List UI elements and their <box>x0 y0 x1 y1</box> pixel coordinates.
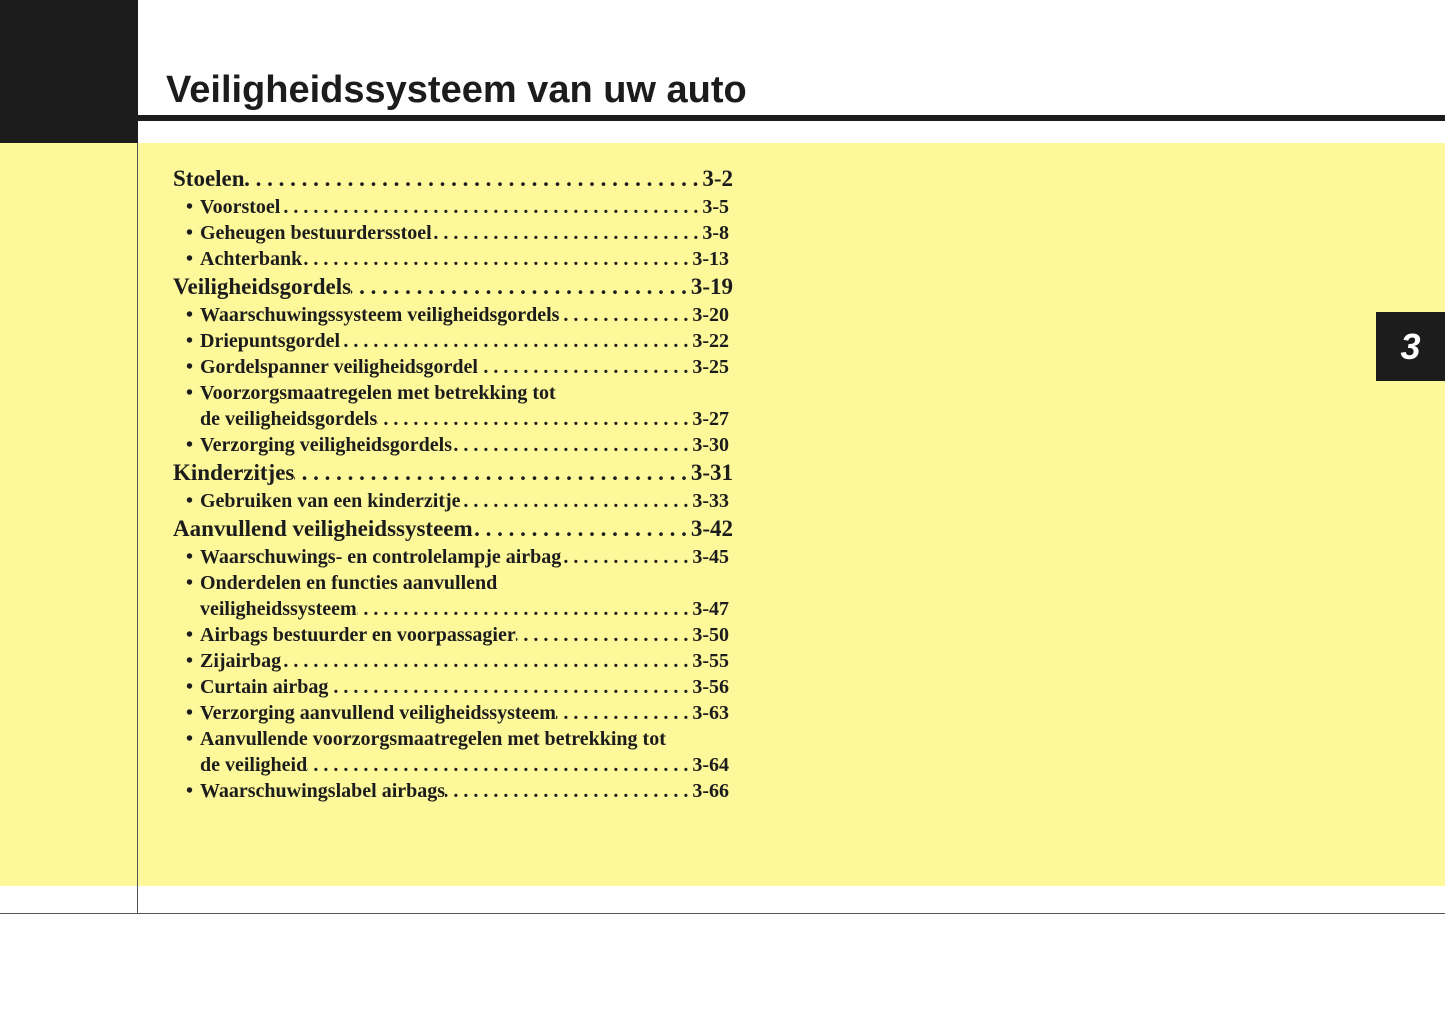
bullet-icon: • <box>186 624 194 646</box>
toc-entry-label: Waarschuwingslabel airbags <box>200 780 446 802</box>
dot-leader <box>561 546 688 569</box>
toc-section-entry[interactable] <box>173 460 733 490</box>
toc-entry-label: Aanvullend veiligheidssysteem <box>173 516 473 541</box>
toc-entry-label: Veiligheidsgordels <box>173 274 352 299</box>
toc-entry-label: Airbags bestuurder en voorpassagier <box>200 624 516 646</box>
bullet-icon: • <box>186 676 194 698</box>
bullet-icon: • <box>186 304 194 326</box>
bullet-icon: • <box>186 248 194 270</box>
dot-leader <box>432 222 699 245</box>
toc-entry[interactable] <box>186 304 729 330</box>
bottom-rule <box>0 913 1445 914</box>
toc-entry[interactable] <box>186 624 729 650</box>
toc-entry-label: Gordelspanner veiligheidsgordel <box>200 356 478 378</box>
toc-entry[interactable] <box>186 650 729 676</box>
toc-entry-page: 3-22 <box>692 330 729 352</box>
bullet-icon: • <box>186 356 194 378</box>
toc-entry-label: Verzorging aanvullend veiligheidssysteem <box>200 702 556 724</box>
toc-entry[interactable] <box>186 702 729 728</box>
toc-entry-page: 3-20 <box>692 304 729 326</box>
toc-entry-label: Waarschuwingssysteem veiligheidsgordels <box>200 304 560 326</box>
dot-leader <box>307 754 688 777</box>
dot-leader <box>281 650 688 673</box>
dot-leader <box>340 330 688 353</box>
bullet-icon: • <box>186 382 194 404</box>
dot-leader <box>302 248 688 271</box>
toc-entry-page: 3-56 <box>692 676 729 698</box>
bullet-icon: • <box>186 222 194 244</box>
bullet-icon: • <box>186 546 194 568</box>
corner-block <box>0 0 138 143</box>
toc-entry-label: Waarschuwings- en controlelampje airbag <box>200 546 562 568</box>
toc-section-entry[interactable] <box>173 274 733 304</box>
toc-entry-page: 3-8 <box>702 222 729 244</box>
toc-entry-label: Zijairbag <box>200 650 282 672</box>
dot-leader <box>245 166 699 192</box>
toc-entry-label: Driepuntsgordel <box>200 330 340 352</box>
toc-entry-page: 3-63 <box>692 702 729 724</box>
toc-entry[interactable] <box>186 572 746 598</box>
dot-leader <box>357 598 689 621</box>
toc-entry-page: 3-33 <box>692 490 729 512</box>
bullet-icon: • <box>186 330 194 352</box>
bullet-icon: • <box>186 490 194 512</box>
toc-entry-label: Gebruiken van een kinderzitje <box>200 490 461 512</box>
toc-entry-label: de veiligheidsgordels <box>200 408 378 430</box>
toc-entry-label: Aanvullende voorzorgsmaatregelen met betrekking tot <box>200 728 666 750</box>
toc-entry-label: veiligheidssysteem <box>200 598 357 620</box>
toc-entry-page: 3-13 <box>692 248 729 270</box>
toc-entry[interactable] <box>186 382 746 408</box>
toc-entry[interactable] <box>186 490 729 516</box>
toc-entry[interactable] <box>186 196 729 222</box>
toc-entry-page: 3-50 <box>692 624 729 646</box>
dot-leader <box>478 356 688 379</box>
toc-entry[interactable] <box>186 356 729 382</box>
toc-entry-label: Onderdelen en functies aanvullend <box>200 572 498 594</box>
bullet-icon: • <box>186 572 194 594</box>
toc-entry-page: 3-2 <box>702 166 733 191</box>
dot-leader <box>351 274 687 300</box>
toc-entry-page: 3-64 <box>692 754 729 776</box>
toc-entry-page: 3-45 <box>692 546 729 568</box>
toc-section-entry[interactable] <box>173 166 733 196</box>
toc-entry-label: Voorstoel <box>200 196 281 218</box>
dot-leader <box>473 516 687 542</box>
toc-entry[interactable] <box>186 222 729 248</box>
toc-entry-label: Curtain airbag <box>200 676 329 698</box>
toc-entry-page: 3-55 <box>692 650 729 672</box>
toc-entry-page: 3-27 <box>692 408 729 430</box>
bullet-icon: • <box>186 434 194 456</box>
toc-entry[interactable] <box>186 248 729 274</box>
toc-entry-label: Achterbank <box>200 248 303 270</box>
dot-leader <box>377 408 688 431</box>
toc-entry-label: Geheugen bestuurdersstoel <box>200 222 432 244</box>
toc-entry[interactable] <box>200 754 729 780</box>
toc-entry-page: 3-66 <box>692 780 729 802</box>
bullet-icon: • <box>186 650 194 672</box>
toc-entry-label: Stoelen <box>173 166 245 191</box>
toc-entry[interactable] <box>186 330 729 356</box>
dot-leader <box>328 676 688 699</box>
bullet-icon: • <box>186 702 194 724</box>
dot-leader <box>461 490 689 513</box>
toc-entry-label: de veiligheid <box>200 754 308 776</box>
toc-entry-label: Verzorging veiligheidsgordels <box>200 434 453 456</box>
toc-entry-page: 3-42 <box>690 516 733 541</box>
dot-leader <box>280 196 698 219</box>
toc-entry-label: Kinderzitjes <box>173 460 295 485</box>
toc-entry[interactable] <box>186 546 729 572</box>
toc-entry[interactable] <box>186 676 729 702</box>
dot-leader <box>452 434 688 457</box>
bullet-icon: • <box>186 780 194 802</box>
toc-entry[interactable] <box>186 728 746 754</box>
toc-entry[interactable] <box>200 408 729 434</box>
page-title: Veiligheidssysteem van uw auto <box>166 69 747 111</box>
toc-section-entry[interactable] <box>173 516 733 546</box>
dot-leader <box>556 702 688 725</box>
dot-leader <box>294 460 686 486</box>
toc-entry-page: 3-19 <box>690 274 733 299</box>
toc-entry-page: 3-30 <box>692 434 729 456</box>
toc-entry-label: Voorzorgsmaatregelen met betrekking tot <box>200 382 556 404</box>
dot-leader <box>445 780 688 803</box>
chapter-tab[interactable]: 3 <box>1376 312 1445 381</box>
bullet-icon: • <box>186 728 194 750</box>
toc-entry-page: 3-47 <box>692 598 729 620</box>
dot-leader <box>559 304 688 327</box>
toc-entry-page: 3-31 <box>690 460 733 485</box>
left-margin-rule <box>137 143 138 914</box>
dot-leader <box>516 624 689 647</box>
bullet-icon: • <box>186 196 194 218</box>
toc-entry[interactable] <box>186 434 729 460</box>
toc-entry[interactable] <box>200 598 729 624</box>
title-rule <box>138 115 1445 121</box>
toc-entry[interactable] <box>186 780 729 806</box>
toc-entry-page: 3-5 <box>702 196 729 218</box>
toc-entry-page: 3-25 <box>692 356 729 378</box>
